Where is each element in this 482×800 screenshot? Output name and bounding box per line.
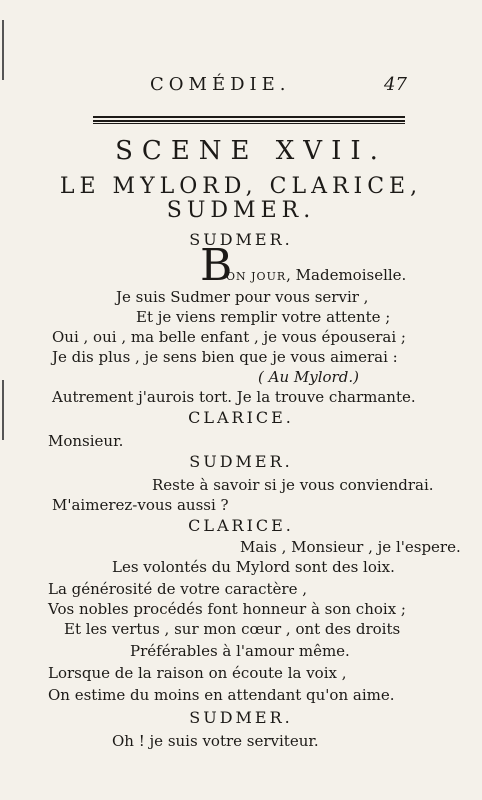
speaker-name: SUDMER. — [189, 708, 293, 727]
verse-line: Et je viens remplir votre attente ; — [136, 308, 391, 326]
speaker-name: CLARICE. — [188, 516, 294, 535]
verse-line: Préférables à l'amour même. — [130, 642, 350, 660]
verse-line-tail: , Mademoiselle. — [286, 266, 407, 284]
verse-line: On estime du moins en attendant qu'on aime. — [48, 686, 395, 704]
verse-line: Oh ! je suis votre serviteur. — [112, 732, 319, 750]
scene-title: SCENE XVII. — [115, 136, 387, 166]
verse-line: Oui , oui , ma belle enfant , je vous épouserai ; — [52, 328, 406, 346]
header-rule — [93, 116, 405, 124]
verse-line-smallcaps: ON JOUR — [226, 270, 287, 283]
stage-direction: ( Au Mylord.) — [258, 368, 359, 386]
speaker-name: SUDMER. — [189, 230, 293, 249]
drop-cap: B — [200, 240, 233, 291]
speaker-name: SUDMER. — [189, 452, 293, 471]
verse-line: Je dis plus , je sens bien que je vous aimerai : — [52, 348, 398, 366]
verse-line: Mais , Monsieur , je l'espere. — [240, 538, 461, 556]
verse-line: Et les vertus , sur mon cœur , ont des droits — [64, 620, 401, 638]
speaker-name: CLARICE. — [188, 408, 294, 427]
verse-line: Autrement j'aurois tort. Je la trouve charmante. — [52, 388, 416, 406]
verse-line: Les volontés du Mylord sont des loix. — [112, 558, 395, 576]
verse-line: La générosité de votre caractère , — [48, 580, 307, 598]
cast-list-line-2: SUDMER. — [166, 198, 316, 223]
verse-line: M'aimerez-vous aussi ? — [52, 496, 229, 514]
page-edge-mark — [2, 20, 4, 80]
page-number: 47 — [384, 74, 407, 95]
cast-list-line-1: LE MYLORD, CLARICE, — [59, 174, 423, 199]
verse-line: Reste à savoir si je vous conviendrai. — [152, 476, 434, 494]
verse-line: Je suis Sudmer pour vous servir , — [116, 288, 369, 306]
verse-line: Lorsque de la raison on écoute la voix , — [48, 664, 347, 682]
verse-line: Monsieur. — [48, 432, 124, 450]
running-head: COMÉDIE. — [150, 74, 291, 95]
verse-line: Vos nobles procédés font honneur à son choix ; — [48, 600, 406, 618]
verse-line — [226, 266, 406, 284]
